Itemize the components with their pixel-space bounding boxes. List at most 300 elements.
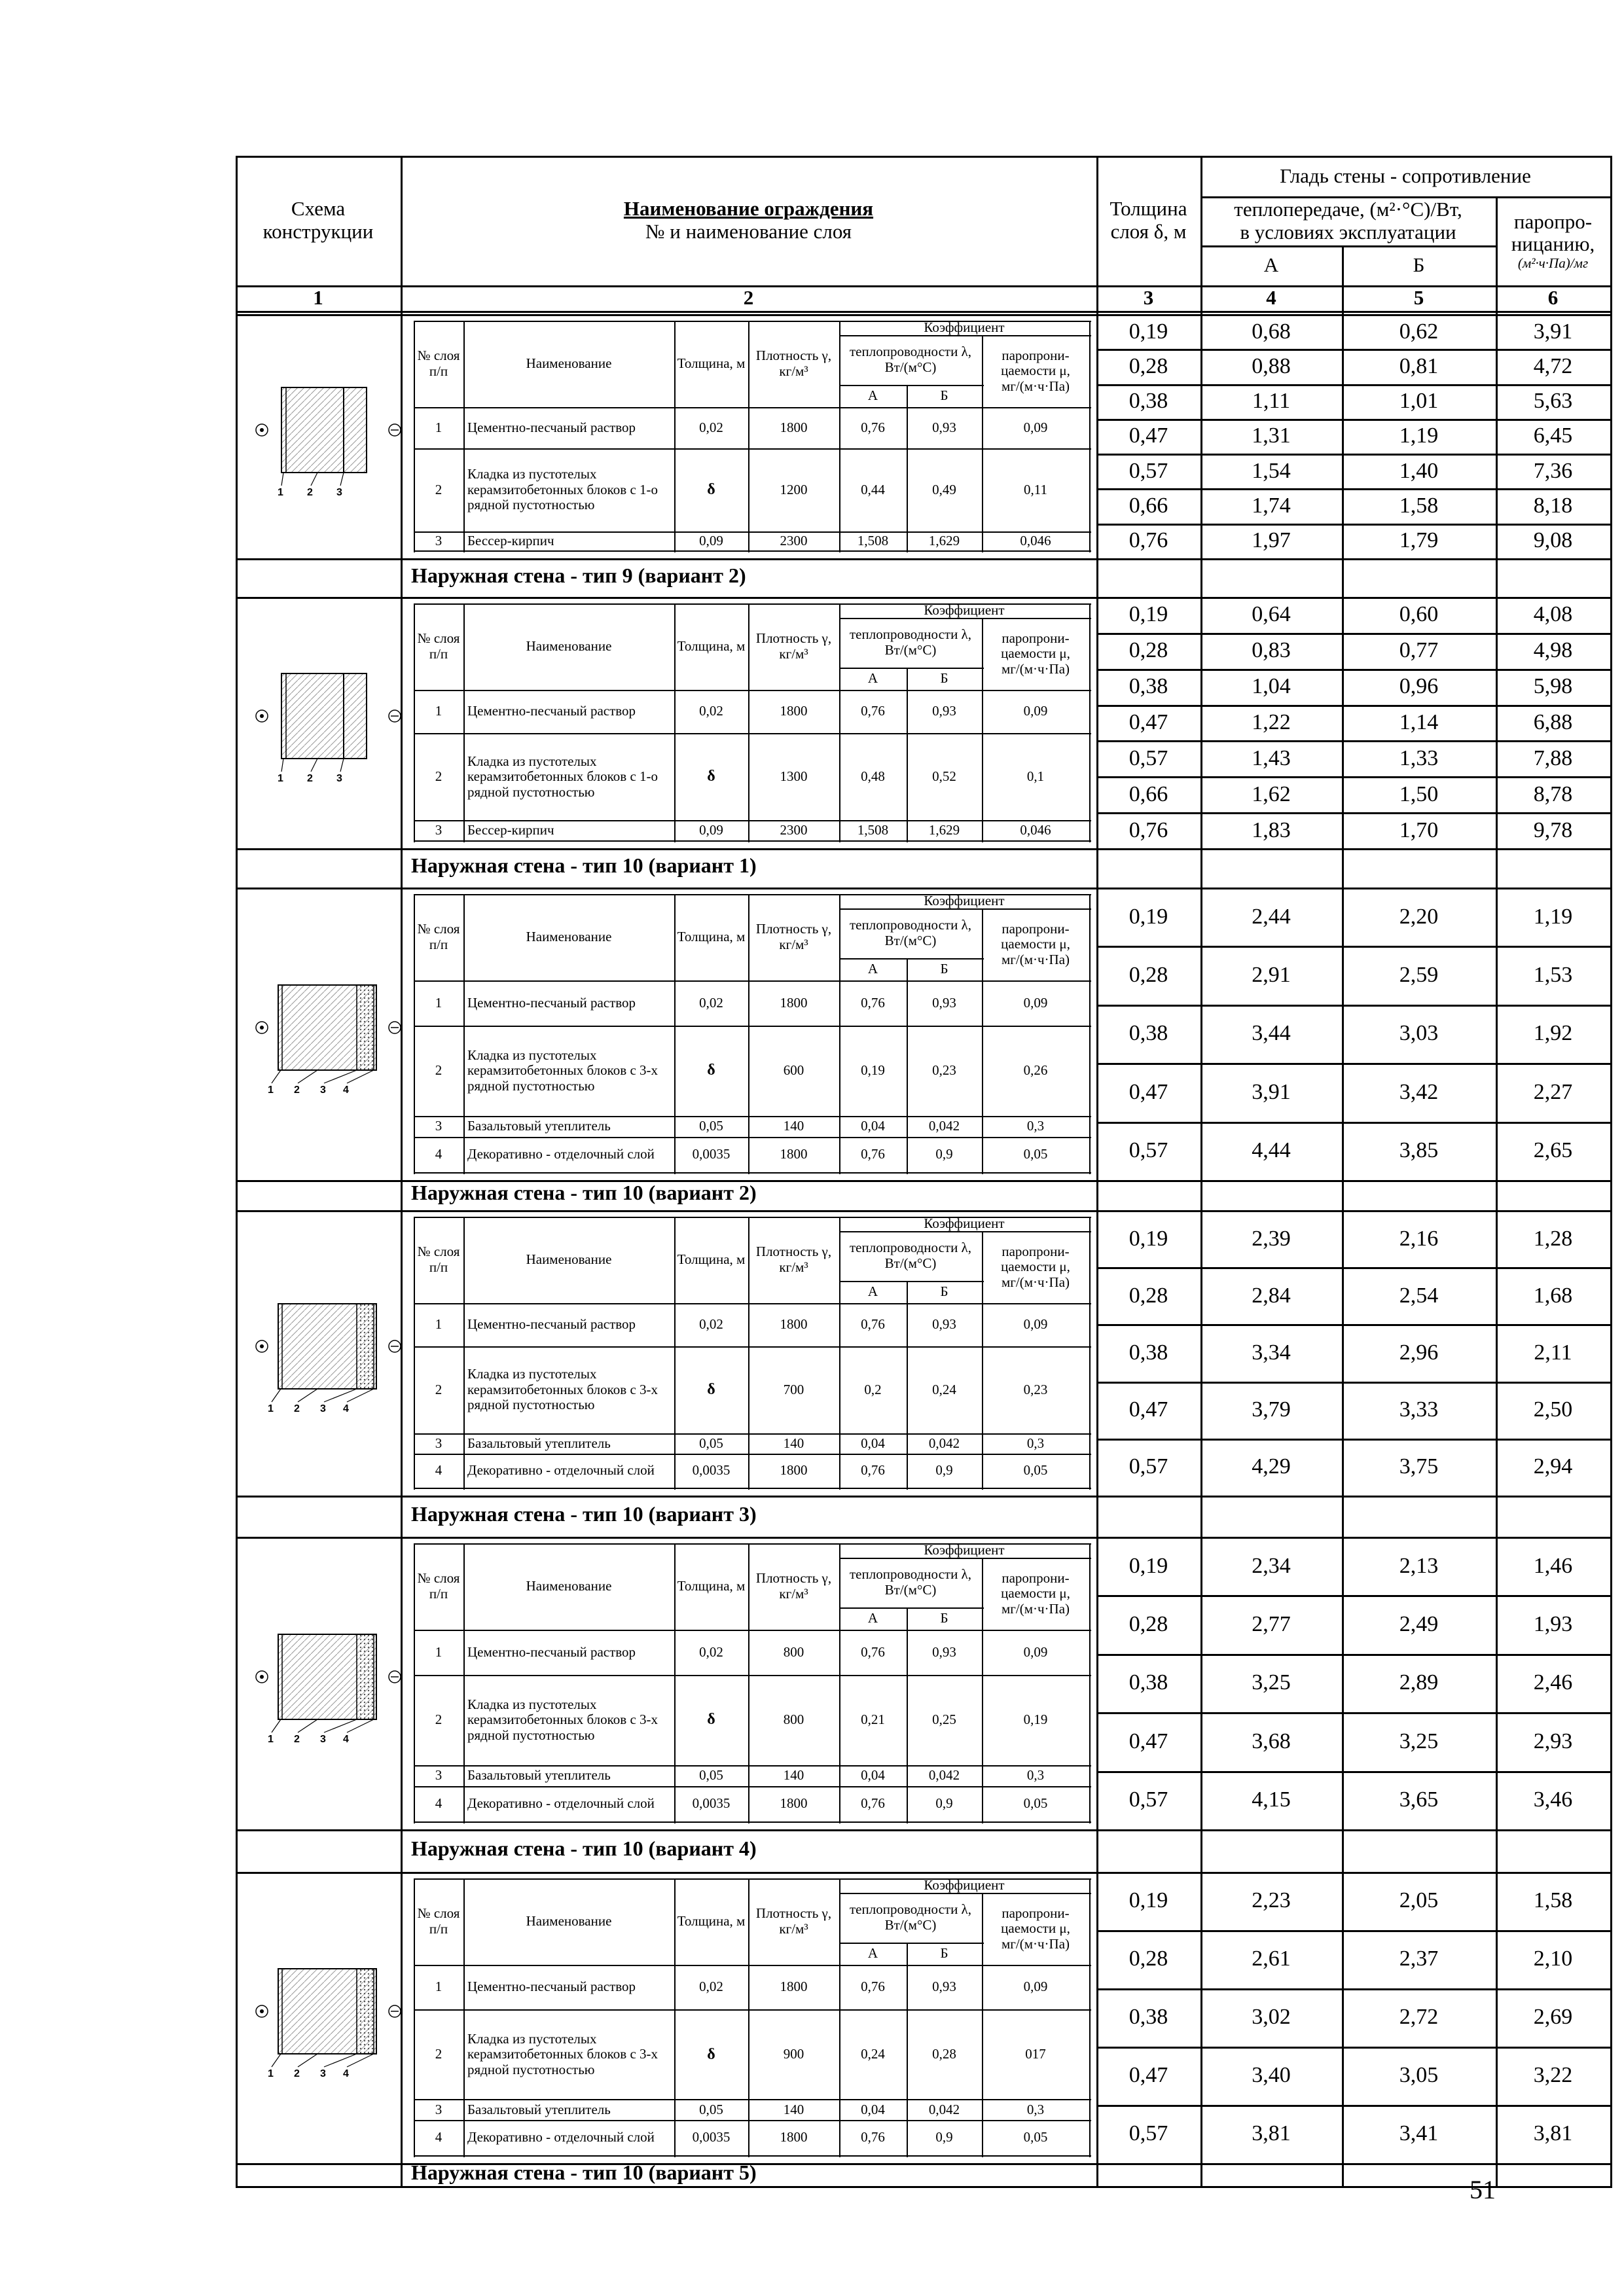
layer-conductivity-b: 0,25 bbox=[932, 1712, 956, 1728]
rule-line bbox=[1089, 894, 1091, 1174]
layer-conductivity-a: 0,76 bbox=[861, 1795, 885, 1812]
inner-header-coef: Коэффициент bbox=[924, 1542, 1005, 1558]
layer-number-label: 3 bbox=[336, 773, 342, 784]
rule-line bbox=[236, 1829, 1612, 1831]
column-header-b: Б bbox=[1413, 253, 1425, 277]
inner-header-permeability: паропрони-цаемости μ, мг/(м·ч·Па) bbox=[1001, 1570, 1070, 1617]
inner-header-a: А bbox=[867, 961, 878, 977]
layer-conductivity-a: 0,48 bbox=[861, 768, 885, 785]
resistance-b-value: 3,42 bbox=[1399, 1079, 1439, 1104]
layer-number: 3 bbox=[435, 821, 442, 838]
layer-density: 1800 bbox=[780, 1316, 808, 1333]
layer-thickness: 0,09 bbox=[699, 821, 723, 838]
layer-permeability: 0,1 bbox=[1026, 768, 1045, 785]
layer-conductivity-b: 0,9 bbox=[935, 1146, 953, 1162]
layer-permeability: 0,05 bbox=[1023, 1795, 1048, 1812]
thickness-value: 0,28 bbox=[1128, 963, 1168, 988]
layer-thickness: 0,05 bbox=[699, 1767, 723, 1784]
resistance-b-value: 2,54 bbox=[1399, 1283, 1439, 1308]
thickness-value: 0,28 bbox=[1128, 638, 1168, 663]
resistance-b-value: 1,50 bbox=[1399, 781, 1439, 806]
resistance-a-value: 1,04 bbox=[1252, 674, 1291, 699]
vapor-resistance-value: 8,78 bbox=[1533, 781, 1573, 806]
layer-thickness: 0,05 bbox=[699, 1435, 723, 1451]
layer-number-label: 2 bbox=[294, 1733, 300, 1745]
layer-thickness: 0,0035 bbox=[692, 1795, 731, 1812]
vapor-resistance-value: 3,46 bbox=[1533, 1787, 1573, 1812]
layer-permeability: 0,09 bbox=[1023, 1979, 1048, 1995]
resistance-a-value: 2,77 bbox=[1252, 1612, 1291, 1637]
wall-section-diagram bbox=[245, 1615, 409, 1746]
layer-number: 1 bbox=[435, 1316, 442, 1333]
vapor-resistance-value: 1,92 bbox=[1533, 1021, 1573, 1046]
resistance-b-value: 3,25 bbox=[1399, 1729, 1439, 1753]
layer-conductivity-a: 0,04 bbox=[861, 1435, 885, 1451]
resistance-b-value: 2,72 bbox=[1399, 2005, 1439, 2030]
layer-name: Кладка из пустотелых керамзитобетонных блоков с 3-х рядной пустотностью bbox=[467, 1696, 659, 1743]
vapor-resistance-value: 7,88 bbox=[1533, 745, 1573, 770]
layer-density: 1800 bbox=[780, 1146, 808, 1162]
layer-name: Кладка из пустотелых керамзитобетонных блоков с 3-х рядной пустотностью bbox=[467, 2030, 659, 2077]
wall-section-diagram bbox=[245, 654, 409, 785]
resistance-a-value: 2,39 bbox=[1252, 1226, 1291, 1251]
inner-header-density: Плотность γ, кг/м³ bbox=[755, 921, 832, 952]
vapor-resistance-value: 1,19 bbox=[1533, 904, 1573, 929]
thickness-value: 0,38 bbox=[1128, 2005, 1168, 2030]
resistance-b-value: 2,05 bbox=[1399, 1888, 1439, 1913]
layer-number: 2 bbox=[435, 1062, 442, 1079]
resistance-b-value: 0,62 bbox=[1399, 319, 1439, 344]
thickness-value: 0,38 bbox=[1128, 389, 1168, 414]
layer-name: Цементно-песчаный раствор bbox=[467, 703, 636, 719]
resistance-a-value: 4,29 bbox=[1252, 1454, 1291, 1479]
resistance-b-value: 2,20 bbox=[1399, 904, 1439, 929]
layer-density: 700 bbox=[783, 1381, 804, 1397]
thickness-value: 0,57 bbox=[1128, 458, 1168, 483]
resistance-a-value: 1,43 bbox=[1252, 745, 1291, 770]
resistance-b-value: 3,05 bbox=[1399, 2063, 1439, 2088]
layer-density: 140 bbox=[783, 1767, 804, 1784]
layer-number-label: 3 bbox=[320, 1403, 326, 1414]
layer-density: 1800 bbox=[780, 419, 808, 435]
thickness-value: 0,19 bbox=[1128, 1226, 1168, 1251]
layer-permeability: 0,23 bbox=[1023, 1381, 1048, 1397]
column-header-heat bbox=[1200, 196, 1496, 245]
layer-number: 4 bbox=[435, 2129, 442, 2145]
resistance-a-value: 0,68 bbox=[1252, 319, 1291, 344]
inner-header-permeability: паропрони-цаемости μ, мг/(м·ч·Па) bbox=[1001, 1905, 1070, 1952]
layer-density: 140 bbox=[783, 1435, 804, 1451]
resistance-b-value: 3,75 bbox=[1399, 1454, 1439, 1479]
layer-conductivity-a: 0,76 bbox=[861, 994, 885, 1011]
layer-number: 1 bbox=[435, 419, 442, 435]
inner-header-thickness: Толщина, м bbox=[677, 1251, 746, 1268]
layer-conductivity-b: 0,042 bbox=[928, 1767, 960, 1784]
layer-density: 1800 bbox=[780, 994, 808, 1011]
thickness-value: 0,28 bbox=[1128, 1612, 1168, 1637]
layer-conductivity-b: 0,9 bbox=[935, 1795, 953, 1812]
layer-thickness: δ bbox=[707, 1711, 715, 1729]
layer-number-label: 3 bbox=[320, 1084, 326, 1096]
inner-header-b: Б bbox=[940, 1610, 948, 1626]
resistance-b-value: 0,81 bbox=[1399, 353, 1439, 378]
layer-conductivity-a: 1,508 bbox=[857, 532, 889, 548]
resistance-b-value: 2,89 bbox=[1399, 1670, 1439, 1695]
inner-header-density: Плотность γ, кг/м³ bbox=[755, 1244, 832, 1275]
layer-number-label: 1 bbox=[268, 1403, 274, 1414]
inner-header-name: Наименование bbox=[526, 1578, 612, 1594]
layer-number-label: 1 bbox=[268, 1733, 274, 1745]
resistance-a-value: 2,91 bbox=[1252, 963, 1291, 988]
inner-header-name: Наименование bbox=[526, 1251, 612, 1268]
layer-number: 3 bbox=[435, 532, 442, 548]
rule-line bbox=[414, 1172, 1091, 1174]
resistance-a-value: 1,11 bbox=[1252, 389, 1291, 414]
rule-line bbox=[414, 1821, 1091, 1823]
conditions-label: в условиях эксплуатации bbox=[1240, 220, 1456, 243]
rule-line bbox=[1089, 1543, 1091, 1823]
layer-density: 2300 bbox=[780, 532, 808, 548]
resistance-b-value: 3,33 bbox=[1399, 1397, 1439, 1422]
layer-number-label: 1 bbox=[278, 773, 283, 784]
column-number: 5 bbox=[1413, 286, 1424, 310]
layer-number: 3 bbox=[435, 1118, 442, 1134]
inner-header-coef: Коэффициент bbox=[924, 602, 1005, 619]
vapor-resistance-value: 2,65 bbox=[1533, 1138, 1573, 1163]
layer-permeability: 0,046 bbox=[1020, 532, 1051, 548]
resistance-a-value: 3,79 bbox=[1252, 1397, 1291, 1422]
vapor-resistance-value: 4,08 bbox=[1533, 602, 1573, 627]
layer-name: Декоративно - отделочный слой bbox=[467, 1795, 655, 1812]
layer-conductivity-a: 1,508 bbox=[857, 821, 889, 838]
rule-line bbox=[414, 550, 1091, 552]
layer-conductivity-a: 0,24 bbox=[861, 2046, 885, 2062]
layer-number: 4 bbox=[435, 1462, 442, 1479]
layer-conductivity-b: 0,93 bbox=[932, 994, 956, 1011]
layer-conductivity-a: 0,76 bbox=[861, 703, 885, 719]
layer-permeability: 0,26 bbox=[1023, 1062, 1048, 1079]
layer-number: 1 bbox=[435, 703, 442, 719]
layer-number-label: 2 bbox=[307, 773, 313, 784]
layer-conductivity-a: 0,19 bbox=[861, 1062, 885, 1079]
section-title: Наружная стена - тип 10 (вариант 5) bbox=[411, 2160, 757, 2184]
wall-section-diagram bbox=[245, 1284, 409, 1415]
vapor-resistance-value: 2,50 bbox=[1533, 1397, 1573, 1422]
vapor-resistance-value: 5,63 bbox=[1533, 389, 1573, 414]
resistance-b-value: 2,13 bbox=[1399, 1553, 1439, 1578]
inner-header-num: № слоя п/п bbox=[417, 1570, 460, 1602]
vapor-label: паропро-ницанию, bbox=[1511, 209, 1595, 256]
layer-number-label: 1 bbox=[268, 1084, 274, 1096]
layer-conductivity-a: 0,04 bbox=[861, 1767, 885, 1784]
vapor-resistance-value: 6,88 bbox=[1533, 709, 1573, 734]
rule-line bbox=[1089, 1217, 1091, 1490]
layer-name: Бессер-кирпич bbox=[467, 532, 554, 548]
inner-header-name: Наименование bbox=[526, 929, 612, 945]
resistance-a-value: 4,44 bbox=[1252, 1138, 1291, 1163]
layer-thickness: 0,02 bbox=[699, 703, 723, 719]
resistance-a-value: 4,15 bbox=[1252, 1787, 1291, 1812]
layer-thickness: δ bbox=[707, 480, 715, 498]
layer-permeability: 0,3 bbox=[1026, 2101, 1045, 2117]
layer-number: 3 bbox=[435, 1435, 442, 1451]
layer-conductivity-b: 0,52 bbox=[932, 768, 956, 785]
vapor-resistance-value: 2,11 bbox=[1534, 1340, 1572, 1365]
inner-header-coef: Коэффициент bbox=[924, 319, 1005, 336]
thickness-value: 0,57 bbox=[1128, 1787, 1168, 1812]
rule-line bbox=[1089, 1878, 1091, 2157]
layer-name: Кладка из пустотелых керамзитобетонных блоков с 3-х рядной пустотностью bbox=[467, 1047, 659, 1094]
inner-header-permeability: паропрони-цаемости μ, мг/(м·ч·Па) bbox=[1001, 1243, 1070, 1290]
column-number: 3 bbox=[1143, 286, 1154, 310]
resistance-b-value: 0,96 bbox=[1399, 674, 1439, 699]
layer-conductivity-a: 0,76 bbox=[861, 419, 885, 435]
layer-number-label: 2 bbox=[307, 486, 313, 498]
resistance-a-value: 3,81 bbox=[1252, 2121, 1291, 2146]
resistance-b-value: 3,41 bbox=[1399, 2121, 1439, 2146]
layer-conductivity-a: 0,76 bbox=[861, 1643, 885, 1660]
layer-name: Базальтовый утеплитель bbox=[467, 1767, 611, 1784]
layer-conductivity-b: 0,23 bbox=[932, 1062, 956, 1079]
inner-header-thickness: Толщина, м bbox=[677, 638, 746, 655]
rule-line bbox=[414, 2155, 1091, 2157]
resistance-a-value: 1,62 bbox=[1252, 781, 1291, 806]
layer-number-label: 2 bbox=[294, 1403, 300, 1414]
inner-header-name: Наименование bbox=[526, 1913, 612, 1929]
resistance-b-value: 3,65 bbox=[1399, 1787, 1439, 1812]
layer-number: 3 bbox=[435, 1767, 442, 1784]
layer-number: 4 bbox=[435, 1146, 442, 1162]
thickness-value: 0,19 bbox=[1128, 1888, 1168, 1913]
layer-thickness: 0,0035 bbox=[692, 2129, 731, 2145]
layer-conductivity-a: 0,76 bbox=[861, 1979, 885, 1995]
layer-density: 800 bbox=[783, 1643, 804, 1660]
vapor-resistance-value: 8,18 bbox=[1533, 493, 1573, 518]
inner-header-a: А bbox=[867, 1945, 878, 1962]
layer-conductivity-b: 0,93 bbox=[932, 1316, 956, 1333]
thickness-value: 0,19 bbox=[1128, 319, 1168, 344]
inner-header-conductivity: теплопроводности λ, Вт/(м°С) bbox=[850, 917, 971, 948]
rule-line bbox=[236, 311, 1612, 313]
layer-density: 1800 bbox=[780, 1462, 808, 1479]
inner-header-thickness: Толщина, м bbox=[677, 1913, 746, 1929]
resistance-a-value: 3,02 bbox=[1252, 2005, 1291, 2030]
layer-conductivity-a: 0,76 bbox=[861, 1316, 885, 1333]
resistance-b-value: 3,85 bbox=[1399, 1138, 1439, 1163]
resistance-b-value: 2,37 bbox=[1399, 1946, 1439, 1971]
resistance-b-value: 1,33 bbox=[1399, 745, 1439, 770]
layer-number: 2 bbox=[435, 2046, 442, 2062]
resistance-a-value: 0,88 bbox=[1252, 353, 1291, 378]
vapor-resistance-value: 3,81 bbox=[1533, 2121, 1573, 2146]
layer-conductivity-a: 0,76 bbox=[861, 2129, 885, 2145]
column-number: 2 bbox=[743, 286, 754, 310]
vapor-resistance-value: 9,08 bbox=[1533, 528, 1573, 553]
column-header-a: А bbox=[1263, 253, 1279, 277]
layer-density: 1200 bbox=[780, 481, 808, 497]
thickness-value: 0,57 bbox=[1128, 745, 1168, 770]
vapor-resistance-value: 1,93 bbox=[1533, 1612, 1573, 1637]
layer-permeability: 0,09 bbox=[1023, 419, 1048, 435]
layer-number: 2 bbox=[435, 768, 442, 785]
vapor-resistance-value: 3,22 bbox=[1533, 2063, 1573, 2088]
thickness-value: 0,19 bbox=[1128, 904, 1168, 929]
rule-line bbox=[236, 1496, 1612, 1498]
layer-name: Декоративно - отделочный слой bbox=[467, 1146, 655, 1162]
layer-name: Кладка из пустотелых керамзитобетонных блоков с 1-о рядной пустотностью bbox=[467, 466, 659, 513]
thickness-value: 0,66 bbox=[1128, 493, 1168, 518]
layer-permeability: 017 bbox=[1025, 2046, 1046, 2062]
layer-density: 2300 bbox=[780, 821, 808, 838]
thickness-value: 0,28 bbox=[1128, 1946, 1168, 1971]
thickness-value: 0,38 bbox=[1128, 1670, 1168, 1695]
rule-line bbox=[414, 1488, 1091, 1489]
rule-line bbox=[414, 840, 1091, 842]
inner-header-a: А bbox=[867, 387, 878, 404]
inner-header-b: Б bbox=[940, 961, 948, 977]
rule-line bbox=[236, 2186, 1612, 2188]
layer-permeability: 0,05 bbox=[1023, 1146, 1048, 1162]
resistance-a-value: 1,74 bbox=[1252, 493, 1291, 518]
layer-name: Цементно-песчаный раствор bbox=[467, 1979, 636, 1995]
inner-header-permeability: паропрони-цаемости μ, мг/(м·ч·Па) bbox=[1001, 630, 1070, 677]
vapor-resistance-value: 2,10 bbox=[1533, 1946, 1573, 1971]
thickness-value: 0,76 bbox=[1128, 528, 1168, 553]
column-number: 1 bbox=[313, 286, 323, 310]
inner-header-conductivity: теплопроводности λ, Вт/(м°С) bbox=[850, 1240, 971, 1271]
resistance-a-value: 3,25 bbox=[1252, 1670, 1291, 1695]
inner-header-thickness: Толщина, м bbox=[677, 1578, 746, 1594]
vapor-unit: (м²·ч·Па)/мг bbox=[1517, 255, 1589, 271]
resistance-a-value: 3,44 bbox=[1252, 1021, 1291, 1046]
vapor-resistance-value: 2,93 bbox=[1533, 1729, 1573, 1753]
inner-header-thickness: Толщина, м bbox=[677, 355, 746, 372]
inner-header-b: Б bbox=[940, 670, 948, 687]
layer-density: 1800 bbox=[780, 1795, 808, 1812]
layer-thickness: 0,05 bbox=[699, 2101, 723, 2117]
vapor-resistance-value: 3,91 bbox=[1533, 319, 1573, 344]
thickness-value: 0,76 bbox=[1128, 817, 1168, 842]
column-header-schema: Схема конструкции bbox=[262, 197, 374, 243]
rule-line bbox=[236, 156, 238, 2188]
thickness-value: 0,38 bbox=[1128, 674, 1168, 699]
column-number: 6 bbox=[1547, 286, 1559, 310]
layer-thickness: 0,02 bbox=[699, 1979, 723, 1995]
inner-header-a: А bbox=[867, 1283, 878, 1300]
inner-header-b: Б bbox=[940, 1945, 948, 1962]
layer-conductivity-a: 0,04 bbox=[861, 1118, 885, 1134]
thickness-value: 0,47 bbox=[1128, 1079, 1168, 1104]
layer-density: 140 bbox=[783, 1118, 804, 1134]
layer-number: 1 bbox=[435, 1979, 442, 1995]
layer-conductivity-b: 0,24 bbox=[932, 1381, 956, 1397]
layer-name: Кладка из пустотелых керамзитобетонных блоков с 1-о рядной пустотностью bbox=[467, 753, 659, 800]
resistance-a-value: 1,54 bbox=[1252, 458, 1291, 483]
layer-permeability: 0,09 bbox=[1023, 1316, 1048, 1333]
resistance-a-value: 3,91 bbox=[1252, 1079, 1291, 1104]
layer-name: Цементно-песчаный раствор bbox=[467, 419, 636, 435]
thickness-value: 0,47 bbox=[1128, 423, 1168, 448]
layer-conductivity-b: 0,042 bbox=[928, 1118, 960, 1134]
layer-number-label: 3 bbox=[320, 1733, 326, 1745]
section-title: Наружная стена - тип 10 (вариант 2) bbox=[411, 1181, 757, 1204]
layer-name: Базальтовый утеплитель bbox=[467, 2101, 611, 2117]
layer-conductivity-b: 0,28 bbox=[932, 2046, 956, 2062]
resistance-a-value: 3,40 bbox=[1252, 2063, 1291, 2088]
layer-conductivity-b: 0,9 bbox=[935, 2129, 953, 2145]
vapor-resistance-value: 4,72 bbox=[1533, 353, 1573, 378]
layer-thickness: 0,05 bbox=[699, 1118, 723, 1134]
vapor-resistance-value: 5,98 bbox=[1533, 674, 1573, 699]
thickness-value: 0,57 bbox=[1128, 2121, 1168, 2146]
layer-conductivity-b: 0,93 bbox=[932, 1979, 956, 1995]
section-title: Наружная стена - тип 9 (вариант 2) bbox=[411, 563, 746, 587]
layer-density: 1800 bbox=[780, 1979, 808, 1995]
section-title: Наружная стена - тип 10 (вариант 4) bbox=[411, 1836, 757, 1860]
thickness-value: 0,28 bbox=[1128, 1283, 1168, 1308]
layer-number: 3 bbox=[435, 2101, 442, 2117]
layer-thickness: 0,0035 bbox=[692, 1146, 731, 1162]
layer-thickness: 0,02 bbox=[699, 1316, 723, 1333]
resistance-b-value: 1,01 bbox=[1399, 389, 1439, 414]
layer-number: 2 bbox=[435, 481, 442, 497]
resistance-b-value: 1,40 bbox=[1399, 458, 1439, 483]
inner-header-coef: Коэффициент bbox=[924, 1877, 1005, 1893]
thickness-value: 0,47 bbox=[1128, 709, 1168, 734]
layer-density: 1800 bbox=[780, 703, 808, 719]
layer-conductivity-a: 0,76 bbox=[861, 1146, 885, 1162]
layer-number-label: 4 bbox=[343, 1084, 349, 1096]
section-title: Наружная стена - тип 10 (вариант 1) bbox=[411, 853, 757, 877]
layer-number: 2 bbox=[435, 1381, 442, 1397]
inner-header-name: Наименование bbox=[526, 638, 612, 655]
resistance-b-value: 3,03 bbox=[1399, 1021, 1439, 1046]
layer-number-label: 4 bbox=[343, 1733, 349, 1745]
layer-density: 1300 bbox=[780, 768, 808, 785]
resistance-a-value: 3,34 bbox=[1252, 1340, 1291, 1365]
resistance-a-value: 0,83 bbox=[1252, 638, 1291, 663]
layer-name: Бессер-кирпич bbox=[467, 821, 554, 838]
layer-conductivity-a: 0,76 bbox=[861, 1462, 885, 1479]
inner-header-density: Плотность γ, кг/м³ bbox=[755, 1905, 832, 1937]
layer-permeability: 0,05 bbox=[1023, 1462, 1048, 1479]
thickness-value: 0,57 bbox=[1128, 1138, 1168, 1163]
resistance-b-value: 0,60 bbox=[1399, 602, 1439, 627]
layer-conductivity-b: 0,93 bbox=[932, 1643, 956, 1660]
layer-name: Декоративно - отделочный слой bbox=[467, 2129, 655, 2145]
resistance-b-value: 2,49 bbox=[1399, 1612, 1439, 1637]
vapor-resistance-value: 9,78 bbox=[1533, 817, 1573, 842]
layer-thickness: δ bbox=[707, 2045, 715, 2063]
layer-conductivity-a: 0,44 bbox=[861, 481, 885, 497]
inner-header-a: А bbox=[867, 1610, 878, 1626]
layer-number: 4 bbox=[435, 1795, 442, 1812]
inner-header-b: Б bbox=[940, 1283, 948, 1300]
inner-header-a: А bbox=[867, 670, 878, 687]
wall-section-diagram bbox=[245, 1949, 409, 2080]
layer-number-label: 2 bbox=[294, 1084, 300, 1096]
layer-conductivity-b: 0,042 bbox=[928, 2101, 960, 2117]
inner-header-conductivity: теплопроводности λ, Вт/(м°С) bbox=[850, 1566, 971, 1598]
resistance-a-value: 2,61 bbox=[1252, 1946, 1291, 1971]
layer-number-label: 4 bbox=[343, 1403, 349, 1414]
layer-name: Декоративно - отделочный слой bbox=[467, 1462, 655, 1479]
heat-label: теплопередаче, (м²·°С)/Вт, bbox=[1234, 197, 1462, 221]
layer-thickness: δ bbox=[707, 1381, 715, 1399]
thickness-value: 0,38 bbox=[1128, 1340, 1168, 1365]
layer-name: Кладка из пустотелых керамзитобетонных блоков с 3-х рядной пустотностью bbox=[467, 1366, 659, 1413]
resistance-a-value: 1,31 bbox=[1252, 423, 1291, 448]
